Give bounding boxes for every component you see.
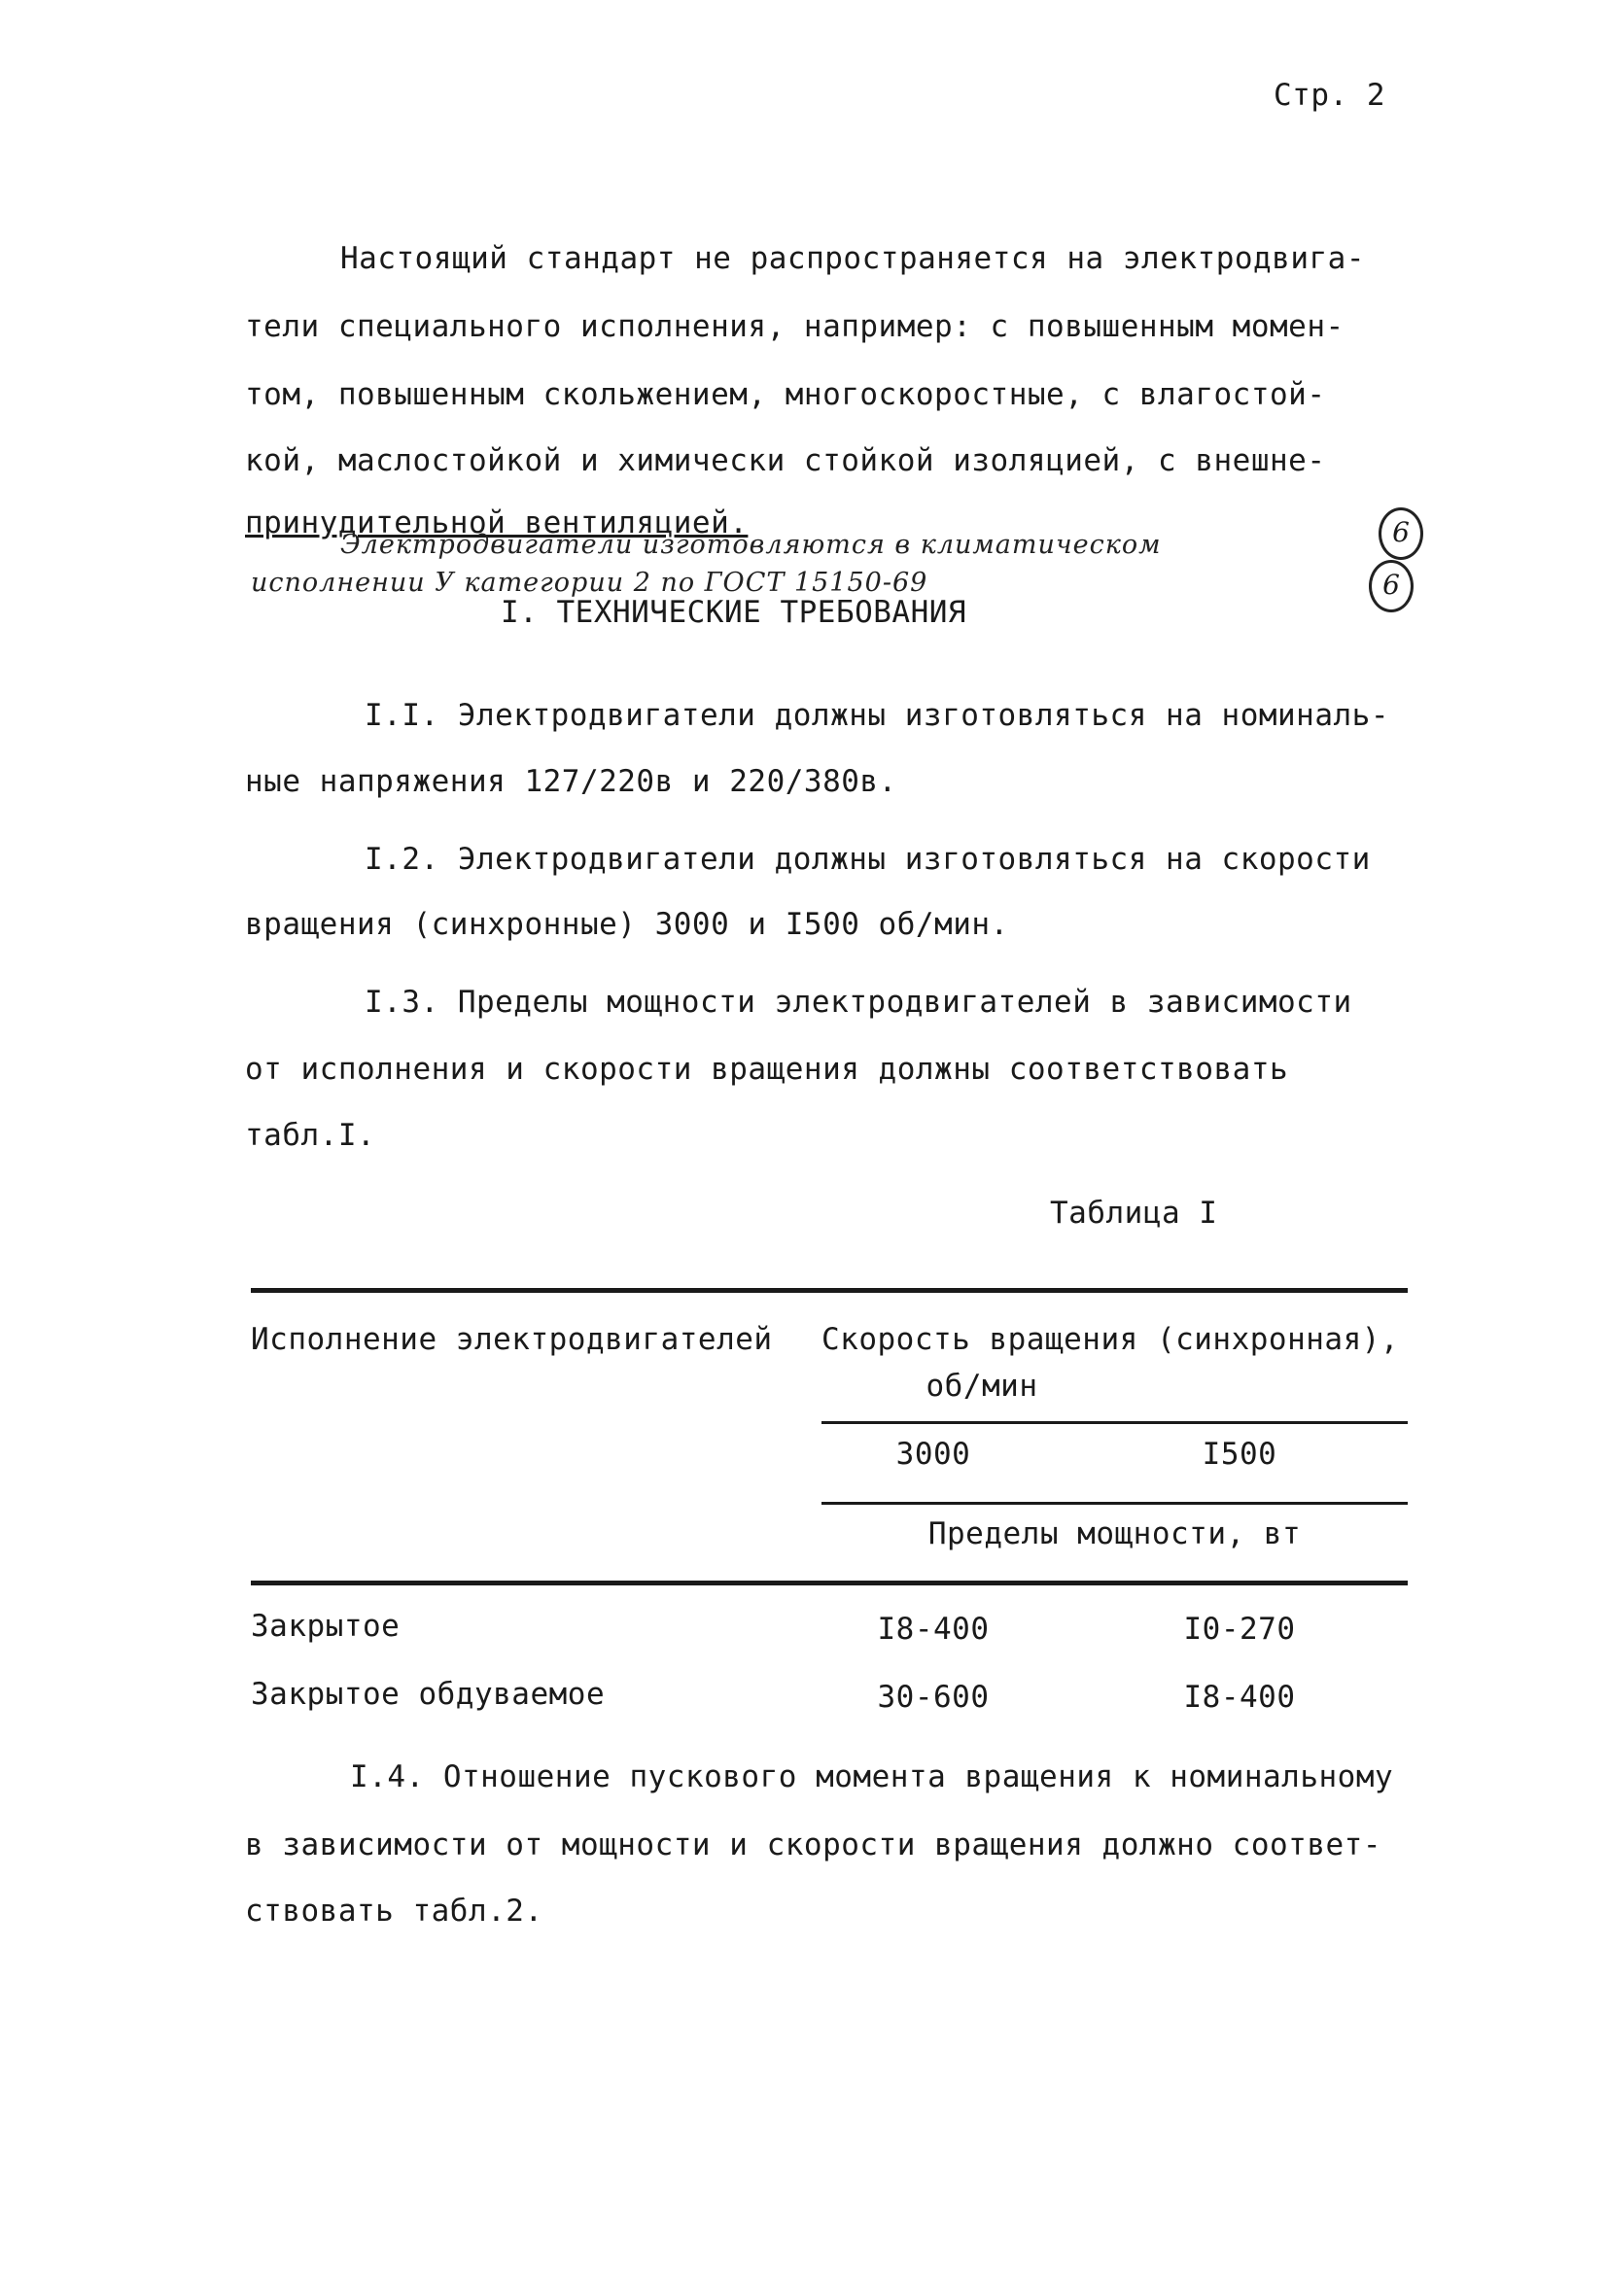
- table-cell: I0-270: [1183, 1612, 1296, 1647]
- table-column-header: Пределы мощности, вт: [927, 1516, 1302, 1551]
- handwritten-note-line: исполнении У категории 2 по ГОСТ 15150-69: [251, 568, 928, 598]
- intro-line: Настоящий стандарт не распространяется на электродвига-: [340, 241, 1365, 276]
- table-column-header: об/мин: [926, 1369, 1038, 1404]
- intro-line: тели специального исполнения, например: с повышенным момен-: [245, 309, 1345, 344]
- paragraph-line: табл.I.: [245, 1118, 376, 1153]
- table-cell: Закрытое: [251, 1609, 401, 1644]
- revision-mark-icon: 6: [1369, 560, 1414, 612]
- paragraph-line: I.I. Электродвигатели должны изготовляться на номиналь-: [365, 698, 1389, 733]
- table-header-rule: [251, 1581, 1408, 1585]
- revision-mark-icon: 6: [1379, 507, 1423, 560]
- table-cell: I8-400: [877, 1612, 990, 1647]
- table-column-header: 3000: [895, 1437, 971, 1472]
- table-caption: Таблица I: [1050, 1196, 1218, 1231]
- paragraph-line: I.2. Электродвигатели должны изготовляться на скорости: [365, 842, 1371, 877]
- table-subheader-rule: [821, 1421, 1408, 1424]
- paragraph-line: от исполнения и скорости вращения должны соответствовать: [245, 1052, 1289, 1087]
- paragraph-line: I.3. Пределы мощности электродвигателей в зависимости: [365, 985, 1352, 1020]
- handwritten-note-line: Электродвигатели изготовляются в климатическом: [340, 530, 1162, 560]
- table-column-header: Исполнение электродвигателей: [251, 1322, 773, 1357]
- paragraph-line: вращения (синхронные) 3000 и I500 об/мин.: [245, 907, 1009, 942]
- table-column-header: Скорость вращения (синхронная),: [821, 1322, 1400, 1357]
- paragraph-line: I.4. Отношение пускового момента вращения к номинальному: [350, 1759, 1394, 1794]
- table-subheader-rule: [821, 1502, 1408, 1505]
- table-cell: Закрытое обдуваемое: [251, 1677, 606, 1712]
- paragraph-line: ные напряжения 127/220в и 220/380в.: [245, 764, 897, 799]
- table-top-rule: [251, 1288, 1408, 1293]
- intro-line: кой, маслостойкой и химически стойкой изоляцией, с внешне-: [245, 443, 1326, 478]
- intro-line: принудительной вентиляцией.: [245, 505, 749, 540]
- table-cell: I8-400: [1183, 1680, 1296, 1715]
- table-cell: 30-600: [877, 1680, 990, 1715]
- paragraph-line: ствовать табл.2.: [245, 1894, 543, 1929]
- page-number: Стр. 2: [1274, 78, 1385, 113]
- section-heading: I. ТЕХНИЧЕСКИЕ ТРЕБОВАНИЯ: [501, 595, 967, 630]
- intro-line: том, повышенным скольжением, многоскоростные, с влагостой-: [245, 377, 1326, 412]
- table-column-header: I500: [1202, 1437, 1277, 1472]
- paragraph-line: в зависимости от мощности и скорости вращения должно соответ-: [245, 1827, 1381, 1862]
